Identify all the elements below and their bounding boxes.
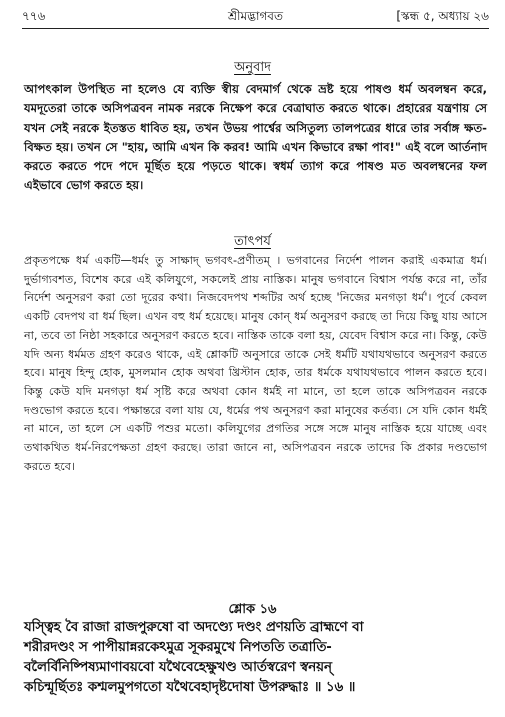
verse-line: যস্ত্বিহ বৈ রাজা রাজপুরুষো বা অদণ্ড্যে দণ্ডং প্রণয়তি ব্রাহ্মণে বা — [24, 620, 364, 635]
verse-line: শরীরদণ্ডং স পাপীয়ান্নরকেঽমুত্র সূকরমুখে নিপততি তত্রাতি- — [24, 640, 332, 655]
page-number: ৭৭৬ — [22, 9, 46, 23]
chapter-reference: [স্কন্ধ ৫, অধ্যায় ২৬ — [396, 9, 489, 23]
running-header — [22, 6, 489, 28]
verse-heading: শ্লোক ১৬ — [228, 602, 277, 617]
translation-heading: অনুবাদ — [234, 60, 271, 75]
verse-line: বলৈর্বিনিষ্পিষ্যমাণাবয়বো যথৈবেহেক্ষুখণ্ড আর্তস্বরেণ স্বনয়ন্ — [24, 660, 332, 675]
purport-text: প্রকৃতপক্ষে ধর্ম একটি—ধর্মং তু সাক্ষাদ্ ভগবৎ-প্রণীতম্ । ভগবানের নির্দেশ পালন করাই একমাত্র ধর্ম। দুর্ভাগ্যবশত, বিশেষ করে এই কলিযুগে, সকলেই প্রায় নাস্তিক। মানুষ ভগবানে বিশ্বাস পর্যন্ত করে না, তাঁর নির্দেশ অনুসরণ করা তো দূরের কথা। নিজবেদপথ শব্দটির অর্থ হচ্ছে 'নিজের মনগড়া ধর্ম'। পূর্বে কেবল একটি বেদপথ বা ধর্ম ছিল। এখন বহু ধর্ম হয়েছে। মানুষ কোন্ ধর্ম অনুসরণ করছে তা দিয়ে কিছু যায় আসে না, তবে তা নিষ্ঠা সহকারে অনুসরণ করতে হবে। নাস্তিক তাকে বলা হয়, যেবেদ বিশ্বাস করে না। কিন্তু, কেউ যদি অন্য ধর্মমত গ্রহণ করেও থাকে, এই শ্লোকটি অনুসারে তাকে সেই ধর্মটি যথাযথভাবে অনুসরণ করতে হবে। মানুষ হিন্দু হোক, মুসলমান হোক অথবা খ্রিস্টান হোক, তার ধর্মকে যথাযথভাবে পালন করতে হবে। কিন্তু কেউ যদি মনগড়া ধর্ম সৃষ্টি করে অথবা কোন ধর্মই না মানে, তা হলে তাকে অসিপত্রবন নরকে দণ্ডভোগ করতে হবে। পক্ষান্তরে বলা যায় যে, ধর্মের পথ অনুসরণ করা মানুষের কর্তব্য। সে যদি কোন ধর্মই না মানে, তা হলে সে একটি পশুর মতো। কলিযুগের প্রগতির সঙ্গে সঙ্গে মানুষ নাস্তিক হয়ে যাচ্ছে এবং তথাকথিত ধর্ম-নিরপেক্ষতা গ্রহণ করছে। তারা জানে না, অসিপত্রবন নরকে তাদের কি প্রকার দণ্ডভোগ করতে হবে। — [24, 254, 487, 473]
translation-text: আপৎকাল উপস্থিত না হলেও যে ব্যক্তি স্বীয় বেদমার্গ থেকে ভ্রষ্ট হয়ে পাষণ্ড ধর্ম অবলম্বন করে, যমদূতেরা তাকে অসিপত্রবন নামক নরকে নিক্ষেপ করে বেত্রাঘাত করতে থাকে। প্রহারের যন্ত্রণায় সে যখন সেই নরকে ইতস্তত ধাবিত হয়, তখন উভয় পার্শ্বের অসিতুল্য তালপত্রের ধারে তার সর্বাঙ্গ ক্ষত-বিক্ষত হয়। তখন সে "হায়, আমি এখন কি করব! আমি এখন কিভাবে রক্ষা পাব!" এই বলে আর্তনাদ করতে করতে পদে পদে মূর্ছিত হয়ে পড়তে থাকে। স্বধর্ম ত্যাগ করে পাষণ্ড মত অবলম্বনের ফল এইভাবে ভোগ করতে হয়। — [24, 82, 487, 193]
verse-text — [24, 618, 487, 698]
header-rule — [22, 28, 489, 29]
verse-line: কচিন্মূর্ছিতঃ কশ্মলমুপগতো যথৈবেহাদৃষ্টদোষা উপরুদ্ধাঃ ॥ ১৬ ॥ — [24, 680, 356, 695]
purport-heading: তাৎপর্য — [234, 234, 271, 249]
book-title: শ্রীমদ্ভাগবত — [227, 9, 283, 23]
